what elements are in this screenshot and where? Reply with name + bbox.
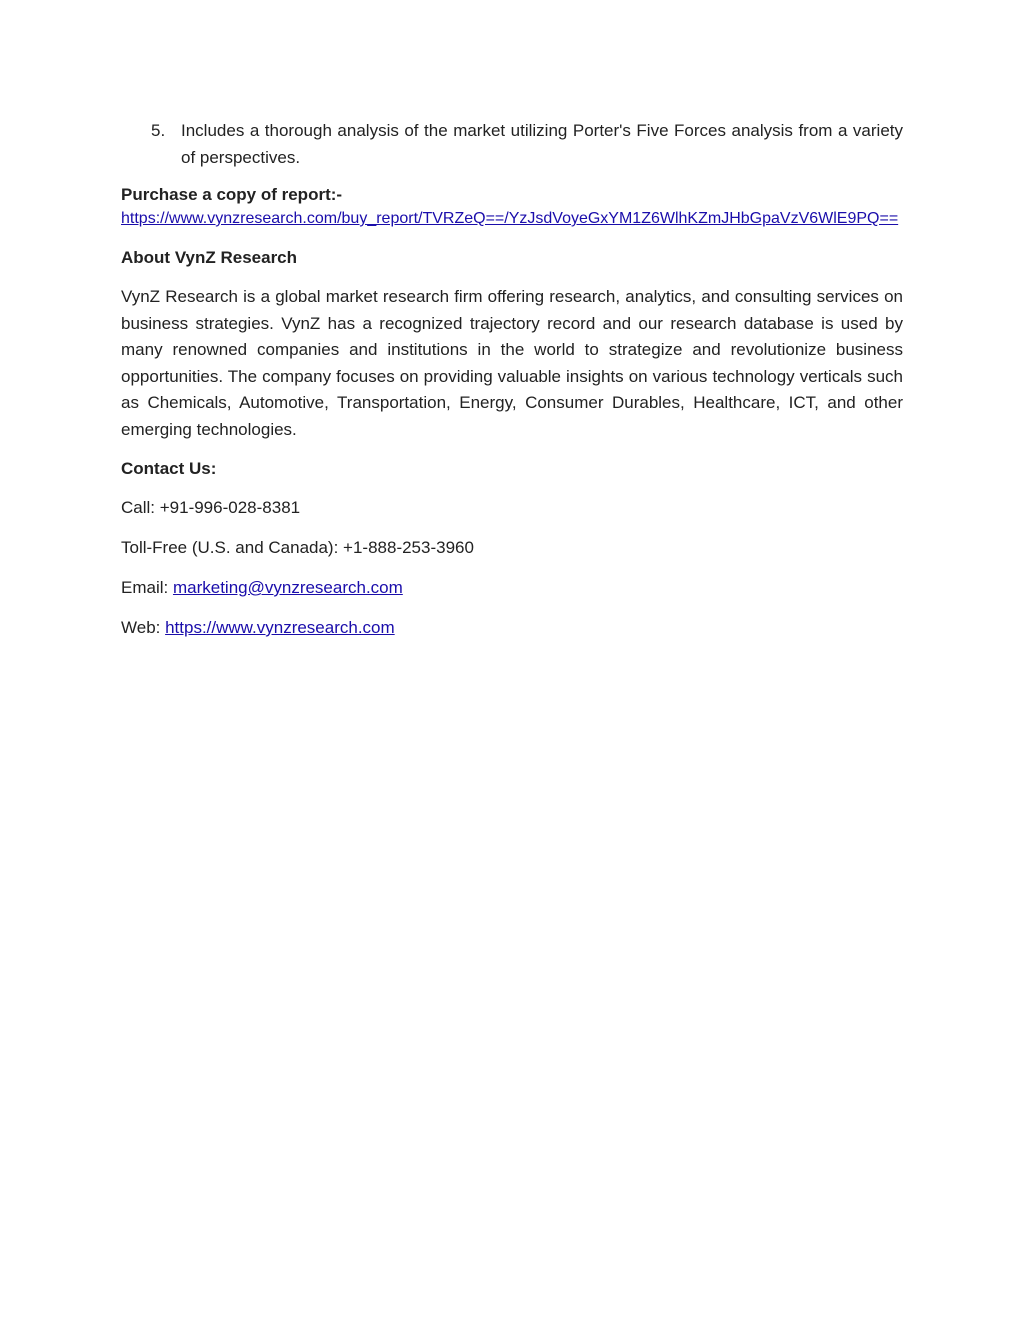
email-label: Email:: [121, 578, 173, 597]
contact-call: Call: +91-996-028-8381: [121, 498, 301, 517]
contact-heading: Contact Us:: [121, 459, 217, 478]
about-paragraph: VynZ Research is a global market research firm offering research, analytics, and consulting services on business strategies. VynZ has a recognized trajectory record and our research database is used by many renowned companies and institutions in the world to strategize and revolutionize business opportunities. The company focuses on providing valuable insights on various technology verticals such as Chemicals, Automotive, Transportation, Energy, Consumer Durables, Healthcare, ICT, and other emerging technologies.: [121, 287, 903, 439]
contact-email-line: [121, 575, 903, 601]
web-link[interactable]: https://www.vynzresearch.com: [165, 618, 395, 637]
purchase-heading: Purchase a copy of report:-: [121, 185, 343, 204]
about-heading: About VynZ Research: [121, 248, 298, 267]
purchase-report-link[interactable]: https://www.vynzresearch.com/buy_report/TVRZeQ==/YzJsdVoyeGxYM1Z6WlhKZmJHbGpaVzV6WlE9PQ==: [121, 210, 899, 227]
list-number: 5.: [151, 121, 166, 140]
contact-tollfree: Toll-Free (U.S. and Canada): +1-888-253-3960: [121, 538, 474, 557]
contact-web-line: [121, 615, 903, 641]
list-item-text: Includes a thorough analysis of the market utilizing Porter's Five Forces analysis from a variety of perspectives.: [181, 121, 903, 167]
email-link[interactable]: marketing@vynzresearch.com: [172, 578, 403, 597]
web-label: Web:: [121, 618, 166, 637]
list-item: [151, 118, 903, 171]
document-page: [121, 118, 903, 655]
